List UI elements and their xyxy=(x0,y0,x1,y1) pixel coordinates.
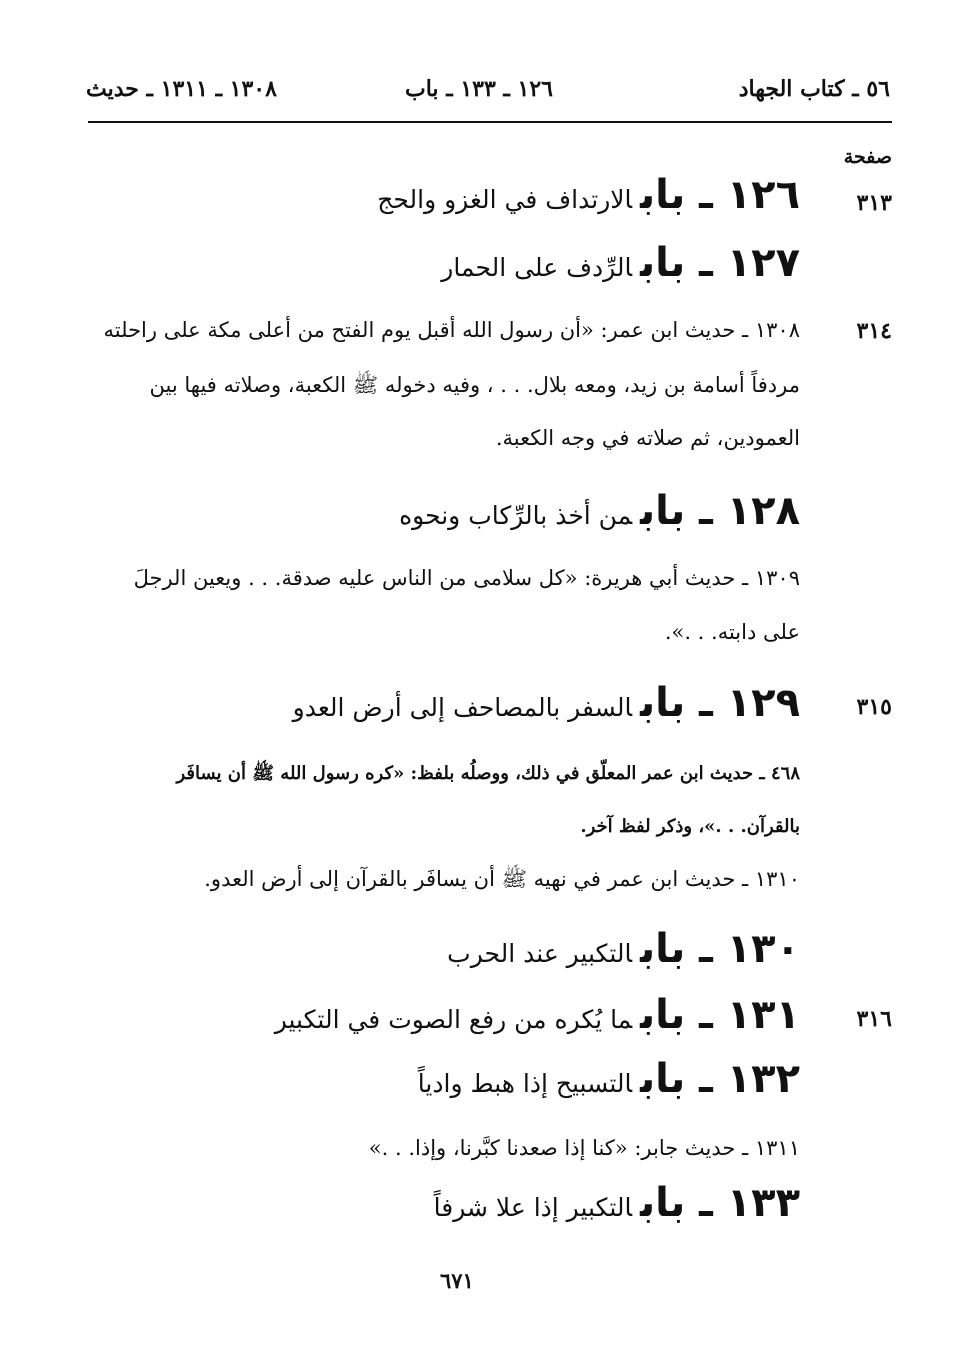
page-ref-315: ٣١٥ xyxy=(856,694,892,720)
page-ref-316: ٣١٦ xyxy=(856,1006,892,1032)
hadith-468-line-1: ٤٦٨ ـ حديث ابن عمر المعلّق في ذلك، ووصلُه بلفظ: «كره رسول الله ﷺ أن يسافَر xyxy=(176,763,800,784)
running-header-babs: ١٢٦ ـ ١٣٣ ـ باب xyxy=(405,76,553,102)
hadith-1308-line-1: ١٣٠٨ ـ حديث ابن عمر: «أن رسول الله أقبل يوم الفتح من أعلى مكة على راحلته xyxy=(103,318,800,342)
bab-title: من أخذ بالرِّكاب ونحوه xyxy=(399,501,633,530)
bab-heading-129 xyxy=(293,680,800,726)
bab-number: ١٣١ ـ باب xyxy=(640,992,800,1038)
bab-heading-132 xyxy=(418,1056,800,1102)
bab-number: ١٢٧ ـ باب xyxy=(640,240,800,286)
bab-title: ما يُكره من رفع الصوت في التكبير xyxy=(274,1005,633,1034)
hadith-1308-line-2: مردفاً أسامة بن زيد، ومعه بلال. . . ، وفيه دخوله ﷺ الكعبة، وصلاته فيها بين xyxy=(149,373,800,397)
header-rule xyxy=(88,121,892,123)
bab-number: ١٣٢ ـ باب xyxy=(640,1056,800,1102)
bab-title: السفر بالمصاحف إلى أرض العدو xyxy=(292,693,633,722)
bab-number: ١٣٣ ـ باب xyxy=(640,1180,800,1226)
bab-title: التكبير إذا علا شرفاً xyxy=(433,1193,633,1222)
page-column-label: صفحة xyxy=(843,146,892,168)
hadith-1310-line-1: ١٣١٠ ـ حديث ابن عمر في نهيه ﷺ أن يسافَر بالقرآن إلى أرض العدو. xyxy=(204,867,800,891)
bab-number: ١٢٩ ـ باب xyxy=(640,680,800,726)
hadith-468-line-2: بالقرآن. . .»، وذكر لفظ آخر. xyxy=(580,816,800,837)
hadith-1309-line-2: على دابته. . .». xyxy=(664,620,800,644)
hadith-1308-line-3: العمودين، ثم صلاته في وجه الكعبة. xyxy=(495,426,800,450)
running-header-chapter: ٥٦ ـ كتاب الجهاد xyxy=(738,76,890,102)
bab-heading-126 xyxy=(377,172,800,218)
hadith-1311-line-1: ١٣١١ ـ حديث جابر: «كنا إذا صعدنا كبَّرنا، وإذا. . .» xyxy=(368,1136,800,1160)
page-ref-314: ٣١٤ xyxy=(856,318,892,344)
page-ref-313: ٣١٣ xyxy=(856,190,892,216)
bab-title: التكبير عند الحرب xyxy=(447,939,633,968)
bab-number: ١٢٦ ـ باب xyxy=(640,172,800,218)
bab-title: الرِّدف على الحمار xyxy=(441,253,633,282)
bab-heading-128 xyxy=(399,488,800,534)
bab-number: ١٣٠ ـ باب xyxy=(640,926,800,972)
bab-heading-131 xyxy=(275,992,800,1038)
bab-heading-127 xyxy=(441,240,800,286)
page-number: ٦٧١ xyxy=(440,1268,474,1293)
bab-title: الارتداف في الغزو والحج xyxy=(377,185,633,214)
running-header-hadiths: ١٣٠٨ ـ ١٣١١ ـ حديث xyxy=(86,76,277,102)
hadith-1309-line-1: ١٣٠٩ ـ حديث أبي هريرة: «كل سلامى من الناس عليه صدقة. . . ويعين الرجلَ xyxy=(133,566,800,590)
bab-heading-130 xyxy=(447,926,800,972)
bab-heading-133 xyxy=(434,1180,800,1226)
bab-number: ١٢٨ ـ باب xyxy=(640,488,800,534)
bab-title: التسبيح إذا هبط وادياً xyxy=(417,1069,633,1098)
